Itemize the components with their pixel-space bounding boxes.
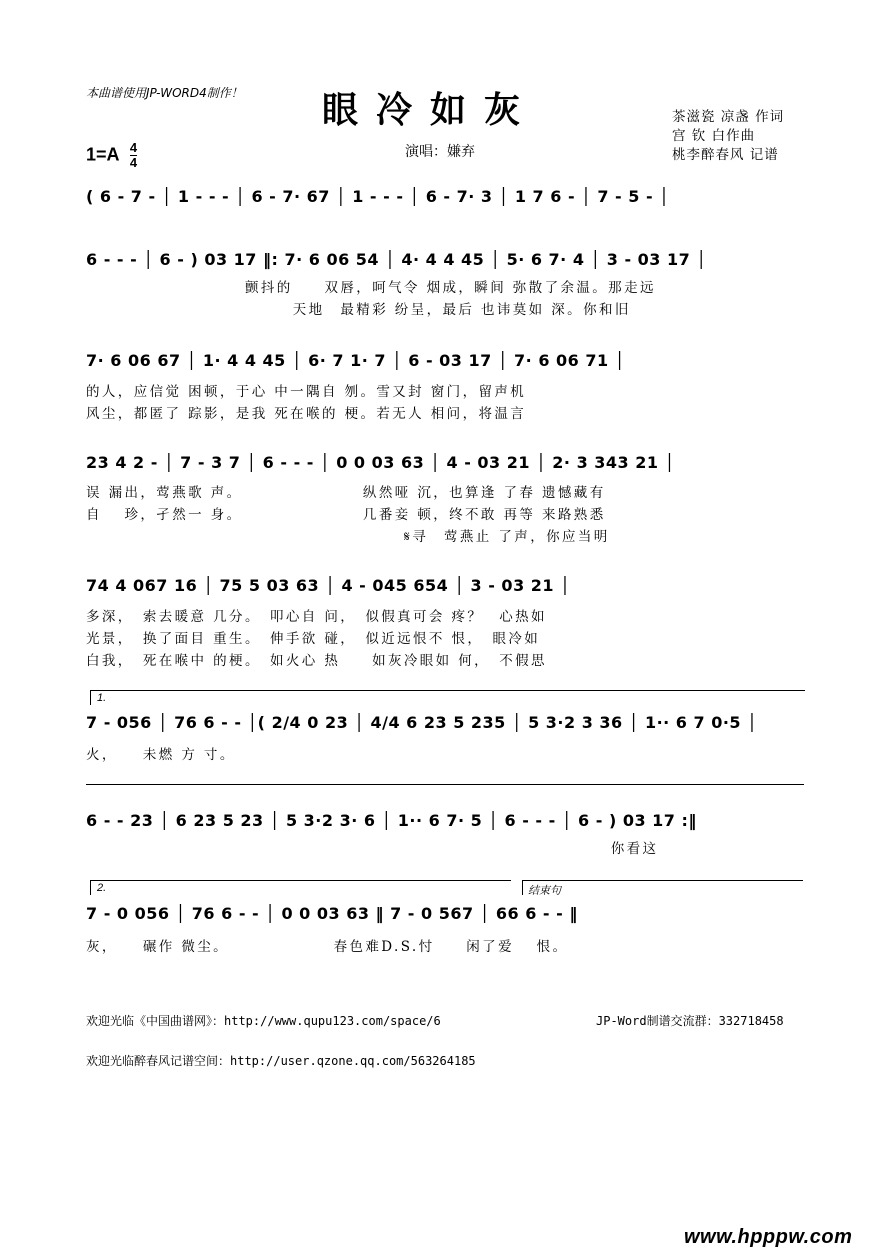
time-bottom: 4 bbox=[129, 155, 138, 170]
composer: 宫 钦 白作曲 bbox=[672, 128, 756, 144]
time-top: 4 bbox=[129, 140, 138, 155]
song-title: 眼冷如灰 bbox=[322, 89, 539, 131]
score-line-2: 6 - - - │ 6 - ) 03 17 ‖: 7· 6 06 54 │ 4· 4 4 45 │ 5· 6 7· 4 │ 3 - 03 17 │ bbox=[86, 250, 707, 269]
lyric-line: 你看这 bbox=[86, 841, 659, 857]
volta-bracket-2 bbox=[90, 880, 511, 895]
score-line-1: ( 6 - 7 - │ 1 - - - │ 6 - 7· 67 │ 1 - - - │ 6 - 7· 3 │ 1 7 6 - │ 7 - 5 - │ bbox=[86, 187, 670, 206]
score-line-6: 7 - 056 │ 76 6 - - │( 2/4 0 23 │ 4/4 6 23 5 235 │ 5 3·2 3 36 │ 1·· 6 7 0·5 │ bbox=[86, 713, 758, 732]
lyricist: 茶滋瓷 凉盏 作词 bbox=[672, 109, 785, 125]
score-line-3: 7· 6 06 67 │ 1· 4 4 45 │ 6· 7 1· 7 │ 6 - 03 17 │ 7· 6 06 71 │ bbox=[86, 351, 625, 370]
lyric-line: 自 珍，孑然一 身。 几番妾 顿，终不敢 再等 来路熟悉 bbox=[86, 507, 606, 523]
lyric-line: 𝄋寻 莺燕止 了声，你应当明 bbox=[86, 529, 610, 545]
composer-credits bbox=[672, 108, 784, 165]
lyric-line: 灰， 碾作 微尘。 春色难D.S.忖 闲了爱 恨。 bbox=[86, 939, 569, 955]
lyric-line: 光景， 换了面目 重生。 伸手欲 碰， 似近远恨不 恨， 眼冷如 bbox=[86, 631, 541, 647]
credit-note: 本曲谱使用JP-WORD4制作！ bbox=[86, 86, 243, 100]
transcriber: 桃李醉春风 记谱 bbox=[672, 147, 779, 163]
score-line-8: 7 - 0 056 │ 76 6 - - │ 0 0 03 63 ‖ 7 - 0 567 │ 66 6 - - ‖ bbox=[86, 904, 578, 923]
coda-label: 结束句 bbox=[528, 885, 561, 897]
coda-bracket bbox=[522, 880, 803, 895]
lyric-line: 的人，应信觉 困顿，于心 中一隅自 刎。雪又封 窗门，留声机 bbox=[86, 384, 527, 400]
time-signature bbox=[130, 142, 137, 169]
watermark: www.hpppw.com bbox=[684, 1226, 853, 1248]
volta-label-1: 1. bbox=[97, 692, 107, 704]
lyric-line: 多深， 索去暖意 几分。 叩心自 问， 似假真可会 疼？ 心热如 bbox=[86, 609, 547, 625]
lyric-line: 白我， 死在喉中 的梗。 如火心 热 如灰冷眼如 何， 不假思 bbox=[86, 653, 547, 669]
volta-bracket-1 bbox=[90, 690, 805, 705]
score-line-4: 23 4 2 - │ 7 - 3 7 │ 6 - - - │ 0 0 03 63 │ 4 - 03 21 │ 2· 3 343 21 │ bbox=[86, 453, 675, 472]
footer-website-link[interactable]: 欢迎光临《中国曲谱网》：http://www.qupu123.com/space/6 bbox=[86, 1014, 441, 1028]
footer-qq-group: JP-Word制谱交流群：332718458 bbox=[596, 1014, 784, 1028]
volta-label-2: 2. bbox=[97, 882, 107, 894]
lyric-line: 颤抖的 双唇，呵气令 烟成，瞬间 弥散了余温。那走远 bbox=[86, 280, 656, 296]
lyric-line: 火， 未燃 方 寸。 bbox=[86, 747, 236, 763]
lyric-line: 风尘，都匿了 踪影，是我 死在喉的 梗。若无人 相问，将温言 bbox=[86, 406, 527, 422]
lyric-line: 误 漏出，莺燕歌 声。 纵然哑 沉，也算逢 了春 遗憾藏有 bbox=[86, 485, 606, 501]
separator-line bbox=[86, 784, 804, 785]
lyric-line: 天地 最精彩 纷呈，最后 也讳莫如 深。你和旧 bbox=[86, 302, 631, 318]
key-label: 1=A bbox=[86, 144, 119, 165]
key-signature bbox=[86, 142, 137, 169]
footer-qzone-link[interactable]: 欢迎光临醉春风记谱空间：http://user.qzone.qq.com/563264185 bbox=[86, 1054, 476, 1068]
score-line-7: 6 - - 23 │ 6 23 5 23 │ 5 3·2 3· 6 │ 1·· 6 7· 5 │ 6 - - - │ 6 - ) 03 17 :‖ bbox=[86, 811, 697, 830]
singer: 演唱：嫌弃 bbox=[405, 144, 475, 160]
score-line-5: 74 4 067 16 │ 75 5 03 63 │ 4 - 045 654 │ 3 - 03 21 │ bbox=[86, 576, 571, 595]
